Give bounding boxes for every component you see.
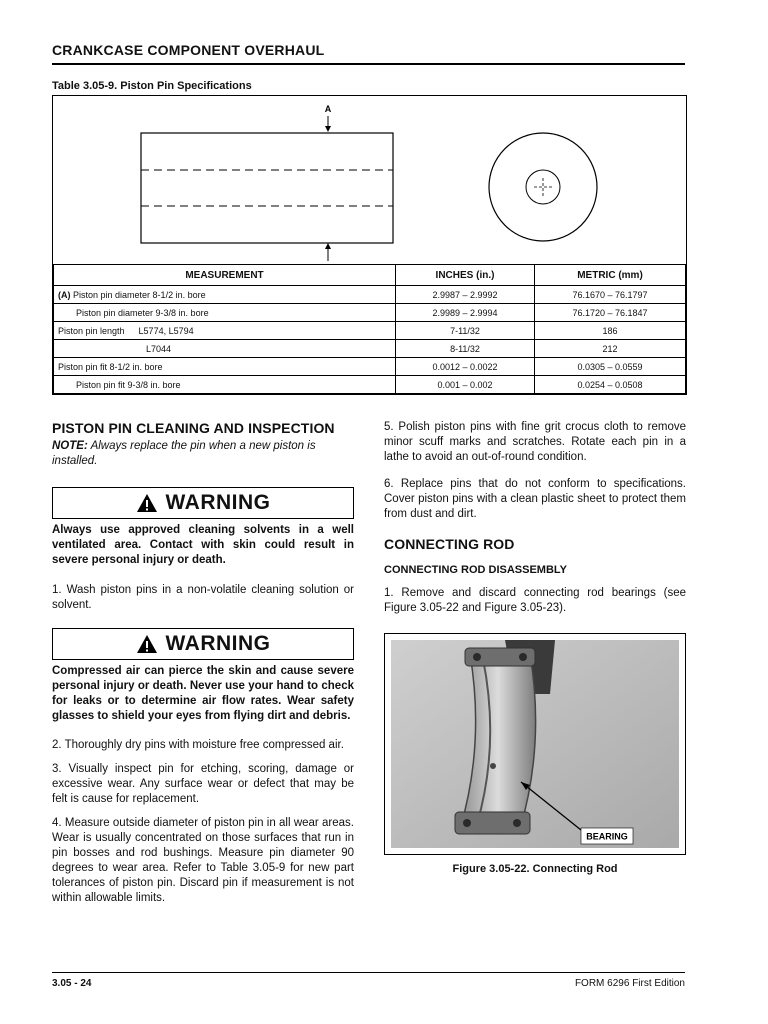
cell-inches: 0.0012 – 0.0022 bbox=[396, 358, 535, 376]
cell-inches: 8-11/32 bbox=[396, 340, 535, 358]
warning-text: Always use approved cleaning solvents in a well ventilated area. Contact with skin could result in severe personal injury or death. bbox=[52, 524, 354, 566]
warning-title: WARNING bbox=[165, 632, 271, 655]
cell-measurement: Piston pin diameter 9-3/8 in. bore bbox=[54, 304, 396, 322]
cell-measurement: L7044 bbox=[54, 340, 396, 358]
warning-box bbox=[52, 487, 354, 519]
cell-inches: 2.9987 – 2.9992 bbox=[396, 286, 535, 304]
step-3: 3. Visually inspect pin for etching, scoring, damage or excessive wear. Any surface wear or defect that may be felt is cause for replacement. bbox=[52, 763, 354, 805]
row-label: Piston pin diameter 8-1/2 in. bore bbox=[73, 289, 206, 300]
note-label: NOTE: bbox=[52, 440, 88, 452]
table-caption: Table 3.05-9. Piston Pin Specifications bbox=[52, 80, 252, 92]
step-1: 1. Wash piston pins in a non-volatile cleaning solution or solvent. bbox=[52, 584, 354, 611]
step-4: 4. Measure outside diameter of piston pin in all wear areas. Wear is usually concentrated on those surfaces that run in pin bosses and rod bushings. Measure pin diameter 90 degrees to wear area. Refer to Table 3.05-9 for new part tolerances of piston pin. Discard pin if measurement is not within allowable limits. bbox=[52, 817, 354, 904]
arrow-bottom-head bbox=[325, 243, 331, 249]
cell-metric: 212 bbox=[535, 340, 686, 358]
rod-step-1: 1. Remove and discard connecting rod bearings (see Figure 3.05-22 and Figure 3.05-23). bbox=[384, 587, 686, 614]
footer-rule bbox=[52, 972, 685, 973]
warning-triangle-icon bbox=[136, 634, 158, 654]
note-text: Always replace the pin when a new piston is installed. bbox=[52, 440, 316, 467]
row-sublabel: L5774, L5794 bbox=[138, 325, 194, 336]
left-column bbox=[52, 420, 354, 906]
section-heading-connecting-rod: CONNECTING ROD bbox=[384, 536, 515, 552]
cell-inches: 2.9989 – 2.9994 bbox=[396, 304, 535, 322]
note-paragraph bbox=[52, 439, 354, 469]
table-header-row bbox=[54, 265, 686, 286]
warning-box bbox=[52, 628, 354, 660]
col-header-inches: INCHES (in.) bbox=[396, 265, 535, 286]
cell-metric: 0.0254 – 0.0508 bbox=[535, 376, 686, 394]
cell-measurement bbox=[54, 322, 396, 340]
table-row bbox=[54, 340, 686, 358]
col-header-measurement: MEASUREMENT bbox=[54, 265, 396, 286]
cell-metric: 76.1670 – 76.1797 bbox=[535, 286, 686, 304]
piston-pin-diagram bbox=[53, 96, 686, 264]
col-header-metric: METRIC (mm) bbox=[535, 265, 686, 286]
page-number: 3.05 - 24 bbox=[52, 978, 92, 989]
subsection-heading-disassembly: CONNECTING ROD DISASSEMBLY bbox=[384, 564, 567, 576]
pin-bore-circle bbox=[526, 170, 560, 204]
cell-measurement bbox=[54, 286, 396, 304]
connecting-rod-photo bbox=[385, 634, 685, 854]
section-heading-cleaning: PISTON PIN CLEANING AND INSPECTION bbox=[52, 420, 335, 436]
step-5: 5. Polish piston pins with fine grit crocus cloth to remove minor scuff marks and scratches. Rotate each pin in a lathe to avoid an out-of-round condition. bbox=[384, 421, 686, 463]
table-row bbox=[54, 304, 686, 322]
arrow-top-head bbox=[325, 126, 331, 132]
table-row bbox=[54, 286, 686, 304]
cell-metric: 76.1720 – 76.1847 bbox=[535, 304, 686, 322]
warning-title: WARNING bbox=[165, 491, 271, 514]
step-6: 6. Replace pins that do not conform to specifications. Cover piston pins with a clean plastic sheet to protect them from dust and dirt. bbox=[384, 478, 686, 520]
warning-triangle-icon bbox=[136, 493, 158, 513]
step-2: 2. Thoroughly dry pins with moisture free compressed air. bbox=[52, 739, 344, 751]
row-label: Piston pin length bbox=[58, 325, 125, 336]
table-row bbox=[54, 322, 686, 340]
warning-text: Compressed air can pierce the skin and cause severe personal injury or death. Never use your hand to check for leaks or to determine air flow rates. Wear safety glasses to shield your eyes from flying dirt and debris. bbox=[52, 665, 354, 722]
figure-caption: Figure 3.05-22. Connecting Rod bbox=[452, 863, 618, 875]
cell-measurement: Piston pin fit 8-1/2 in. bore bbox=[54, 358, 396, 376]
right-column bbox=[384, 420, 686, 616]
diagram-label-a: A bbox=[324, 104, 332, 114]
form-identifier: FORM 6296 First Edition bbox=[574, 978, 685, 989]
cell-inches: 0.001 – 0.002 bbox=[396, 376, 535, 394]
connecting-rod-photo-frame bbox=[384, 633, 686, 855]
cell-metric: 186 bbox=[535, 322, 686, 340]
label-a-prefix: (A) bbox=[58, 289, 71, 300]
header-rule bbox=[52, 63, 685, 65]
cell-metric: 0.0305 – 0.0559 bbox=[535, 358, 686, 376]
pin-end-view bbox=[489, 133, 597, 241]
spec-table-box bbox=[52, 95, 687, 395]
cell-measurement: Piston pin fit 9-3/8 in. bore bbox=[54, 376, 396, 394]
bearing-label: BEARING bbox=[586, 831, 628, 842]
table-row bbox=[54, 358, 686, 376]
cell-inches: 7-11/32 bbox=[396, 322, 535, 340]
page-title: CRANKCASE COMPONENT OVERHAUL bbox=[52, 42, 325, 58]
pin-side-view bbox=[141, 133, 393, 243]
spec-table bbox=[53, 264, 686, 394]
table-row bbox=[54, 376, 686, 394]
